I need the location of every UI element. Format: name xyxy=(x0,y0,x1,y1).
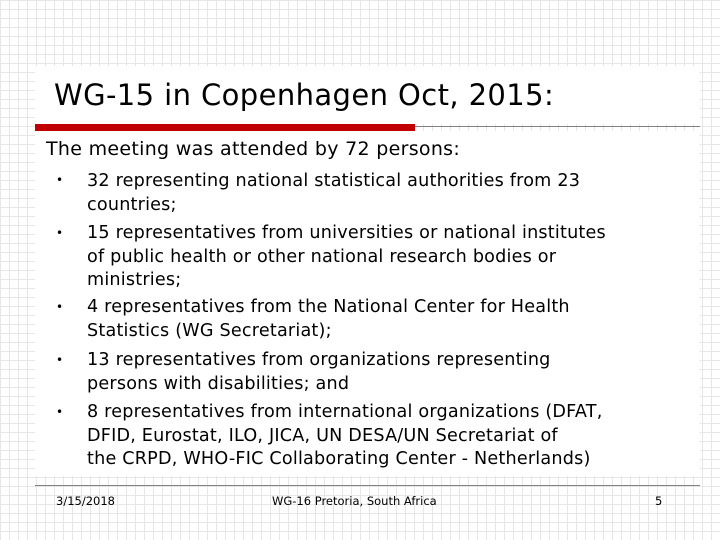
bullet-icon: • xyxy=(56,300,64,314)
page-number: 5 xyxy=(655,494,663,508)
bullet-text: 32 representing national statistical authorities from 23 countries; xyxy=(87,171,581,215)
bullet-text: 4 representatives from the National Center for Health Statistics (WG Secretariat); xyxy=(87,297,570,341)
footer-event: WG-16 Pretoria, South Africa xyxy=(272,494,437,508)
bullet-icon: • xyxy=(56,226,64,240)
bullet-icon: • xyxy=(56,405,64,419)
bullet-text: 15 representatives from universities or national institutes of public health or other national research bodies or ministries; xyxy=(87,223,606,290)
footer-divider xyxy=(35,485,700,486)
bullet-text: 13 representatives from organizations representing persons with disabilities; and xyxy=(87,350,551,394)
title-accent-bar xyxy=(35,124,415,131)
footer-date: 3/15/2018 xyxy=(56,494,115,508)
bullet-text: 8 representatives from international organizations (DFAT, DFID, Eurostat, ILO, JICA, UN DESA/UN Secretariat of the CRPD, WHO-FIC Collaborating Center - Netherlands) xyxy=(87,402,603,469)
intro-text: The meeting was attended by 72 persons: xyxy=(46,138,461,160)
bullet-icon: • xyxy=(56,353,64,367)
slide-title: WG-15 in Copenhagen Oct, 2015: xyxy=(54,78,555,112)
bullet-icon: • xyxy=(56,173,64,187)
